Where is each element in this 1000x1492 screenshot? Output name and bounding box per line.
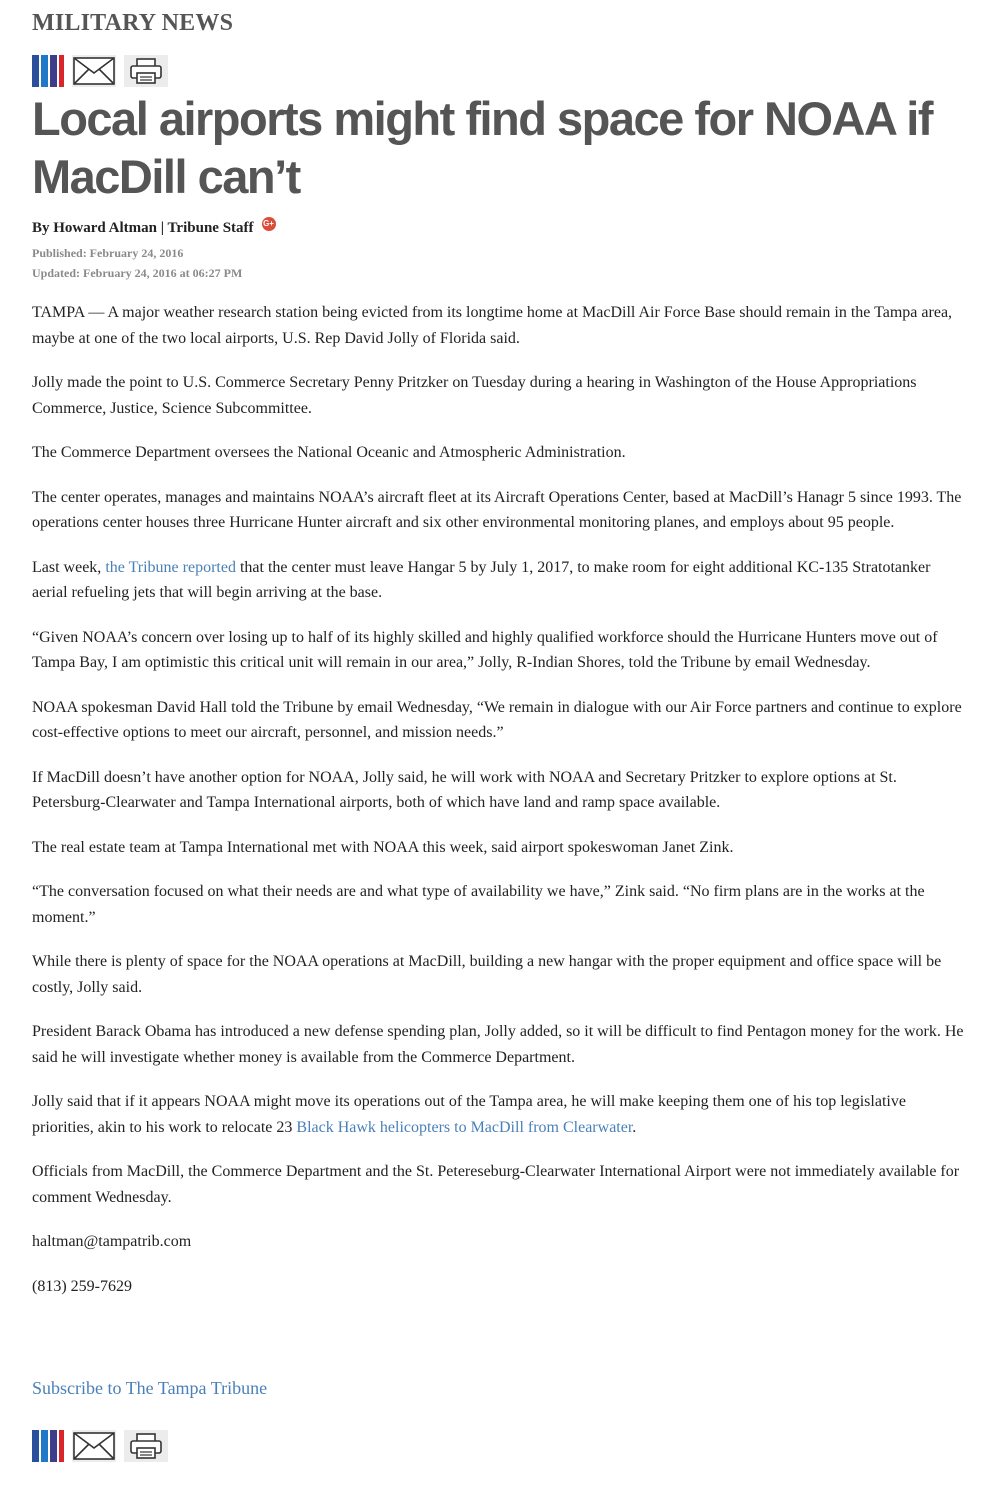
paragraph-text: Last week,: [32, 558, 106, 576]
envelope-icon[interactable]: [72, 55, 116, 87]
share-stripes-icon[interactable]: [32, 55, 64, 87]
printer-icon[interactable]: [124, 55, 168, 87]
black-hawk-link[interactable]: Black Hawk helicopters to MacDill from Clearwater: [296, 1118, 633, 1136]
share-bar-bottom: [32, 1429, 168, 1463]
author-email: haltman@tampatrib.com: [32, 1233, 192, 1250]
paragraph: TAMPA — A major weather research station being evicted from its longtime home at MacDill Air Force Base should remain in the Tampa area, maybe at one of the two local airports, U.S. Rep David Jolly of Florida said.: [32, 304, 953, 347]
paragraph: Officials from MacDill, the Commerce Department and the St. Petereseburg-Clearwater International Airport were not immediately available for comment Wednesday.: [32, 1163, 960, 1206]
paragraph: The center operates, manages and maintains NOAA’s aircraft fleet at its Aircraft Operations Center, based at MacDill’s Hanagr 5 since 1993. The operations center houses three Hurricane Hunter aircraft and six other environmental monitoring planes, and employs about 95 people.: [32, 488, 962, 531]
paragraph: [32, 1089, 968, 1140]
paragraph-text: Jolly said that if it appears NOAA might move its operations out of the Tampa area, he will make keeping them one of his top legislative priorities, akin to his work to relocate 23: [32, 1093, 906, 1136]
section-label[interactable]: MILITARY NEWS: [32, 10, 234, 36]
envelope-icon[interactable]: [72, 1430, 116, 1462]
updated-date: Updated: February 24, 2016 at 06:27 PM: [32, 266, 243, 280]
author-phone: (813) 259-7629: [32, 1277, 132, 1295]
paragraph: The Commerce Department oversees the National Oceanic and Atmospheric Administration.: [32, 444, 626, 461]
article-body: [32, 300, 968, 1318]
tribune-reported-link[interactable]: the Tribune reported: [105, 558, 236, 576]
google-plus-icon[interactable]: G+: [262, 217, 276, 231]
paragraph: While there is plenty of space for the NOAA operations at MacDill, building a new hangar with the proper equipment and office space will be costly, Jolly said.: [32, 953, 942, 996]
share-bar-top: [32, 54, 168, 88]
subscribe-link[interactable]: Subscribe to The Tampa Tribune: [32, 1378, 268, 1398]
paragraph: Jolly made the point to U.S. Commerce Secretary Penny Pritzker on Tuesday during a hearing in Washington of the House Appropriations Commerce, Justice, Science Subcommittee.: [32, 374, 917, 417]
paragraph-text: .: [632, 1118, 637, 1136]
article-headline: Local airports might find space for NOAA if MacDill can’t: [32, 92, 932, 203]
paragraph: If MacDill doesn’t have another option for NOAA, Jolly said, he will work with NOAA and Secretary Pritzker to explore options at St. Petersburg-Clearwater and Tampa International airports, both of which have land and ramp space available.: [32, 768, 897, 811]
subscribe-row: [32, 1378, 267, 1399]
paragraph: “The conversation focused on what their needs are and what type of availability we have,” Zink said. “No firm plans are in the works at the moment.”: [32, 883, 925, 926]
byline: [32, 220, 276, 237]
printer-icon[interactable]: [124, 1430, 168, 1462]
paragraph-text: that the center must leave Hangar 5 by July 1, 2017, to make room for eight additional KC-135 Stratotanker aerial refueling jets that will begin arriving at the base.: [32, 558, 931, 601]
byline-text: By Howard Altman | Tribune Staff: [32, 220, 254, 236]
published-date: Published: February 24, 2016: [32, 246, 184, 260]
paragraph: [32, 555, 968, 606]
paragraph: President Barack Obama has introduced a new defense spending plan, Jolly added, so it will be difficult to find Pentagon money for the work. He said he will investigate whether money is available from the Commerce Department.: [32, 1023, 964, 1066]
paragraph: The real estate team at Tampa International met with NOAA this week, said airport spokeswoman Janet Zink.: [32, 838, 734, 856]
paragraph: “Given NOAA’s concern over losing up to half of its highly skilled and highly qualified workforce should the Hurricane Hunters move out of Tampa Bay, I am optimistic this critical unit will remain in our area,” Jolly, R-Indian Shores, told the Tribune by email Wednesday.: [32, 628, 938, 671]
paragraph: NOAA spokesman David Hall told the Tribune by email Wednesday, “We remain in dialogue with our Air Force partners and continue to explore cost-effective options to meet our aircraft, personnel, and mission needs.”: [32, 698, 962, 741]
share-stripes-icon[interactable]: [32, 1430, 64, 1462]
